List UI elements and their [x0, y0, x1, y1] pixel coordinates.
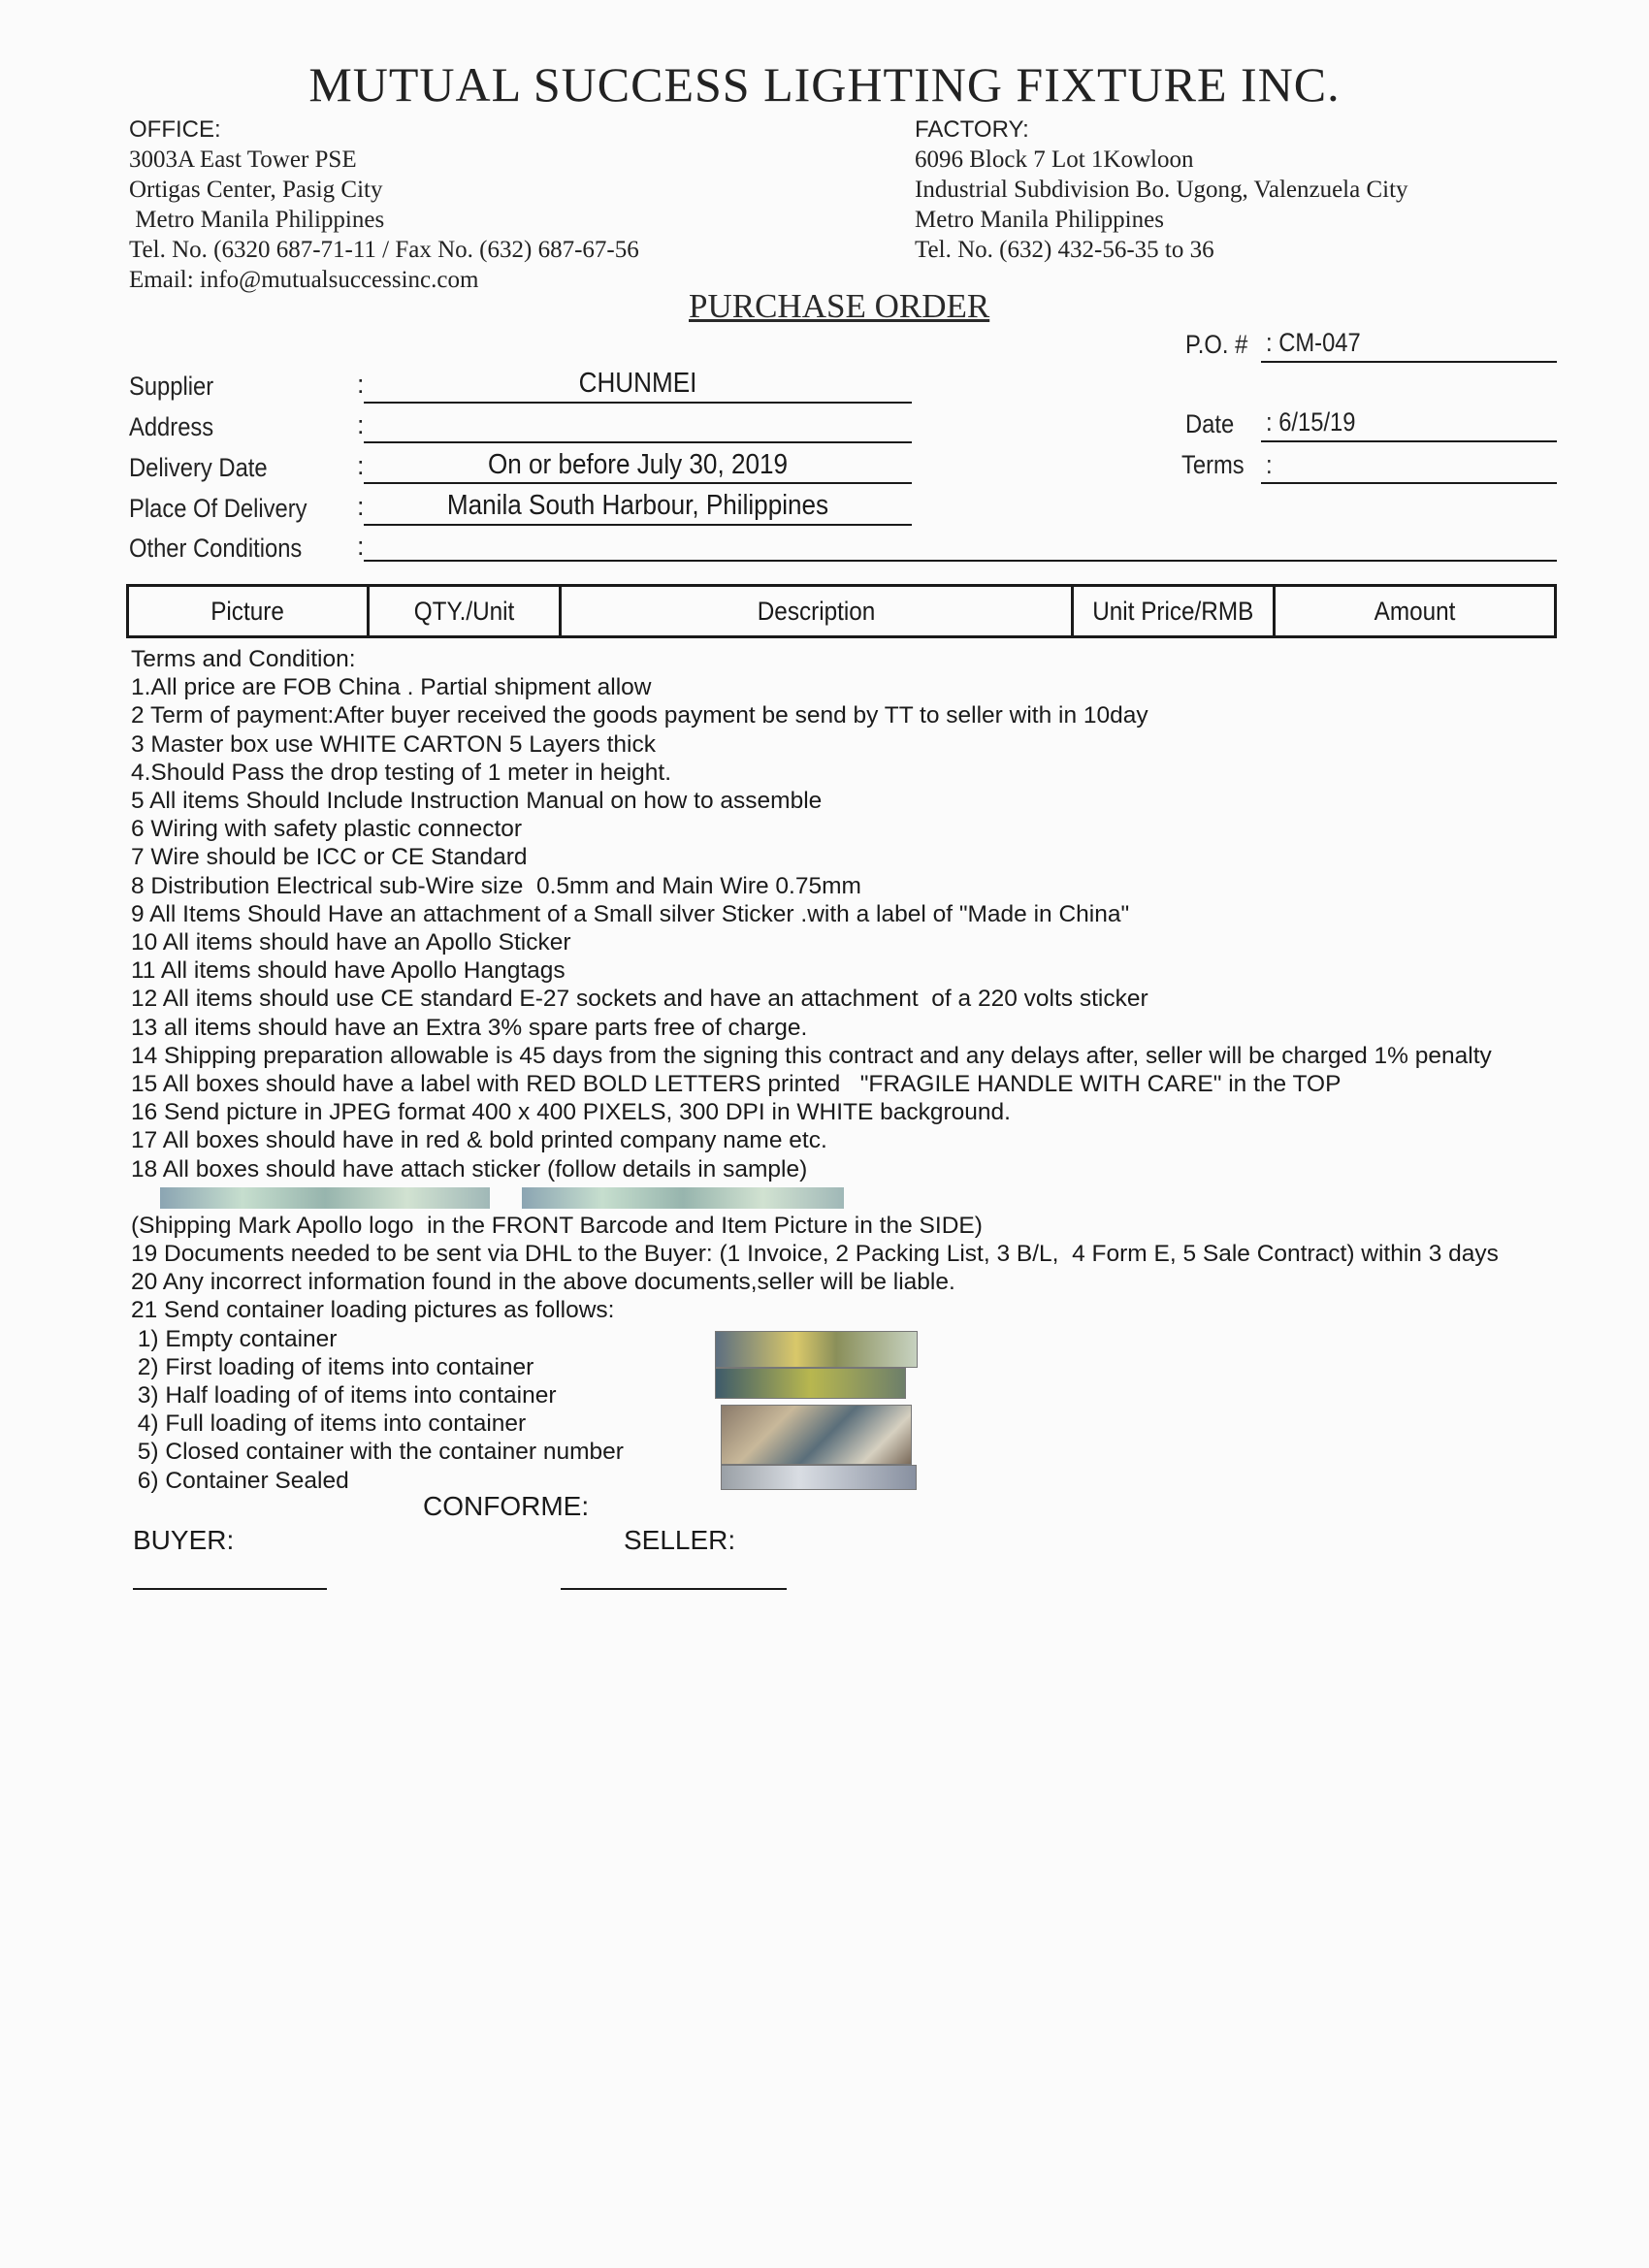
- factory-heading: FACTORY:: [915, 116, 1029, 143]
- term-item: 2 Term of payment:After buyer received the goods payment be send by TT to seller with in 10day: [131, 702, 1148, 729]
- office-line: Ortigas Center, Pasig City: [129, 177, 383, 203]
- term-item: 15 All boxes should have a label with RED BOLD LETTERS printed "FRAGILE HANDLE WITH CARE" in the TOP: [131, 1071, 1342, 1098]
- office-line: 3003A East Tower PSE: [129, 146, 357, 173]
- shipping-mark-note: (Shipping Mark Apollo logo in the FRONT Barcode and Item Picture in the SIDE): [131, 1212, 983, 1239]
- term-item: 8 Distribution Electrical sub-Wire size 0.5mm and Main Wire 0.75mm: [131, 872, 861, 899]
- company-name: MUTUAL SUCCESS LIGHTING FIXTURE INC.: [308, 57, 1341, 112]
- shipping-mark-front-image: [160, 1187, 490, 1209]
- loading-step: 6) Container Sealed: [131, 1467, 349, 1494]
- container-photo-sealed: [721, 1465, 917, 1490]
- document-title: PURCHASE ORDER: [689, 287, 990, 325]
- col-header-description: Description: [561, 586, 1073, 637]
- term-item: 13 all items should have an Extra 3% spare parts free of charge.: [131, 1014, 808, 1041]
- buyer-label: BUYER:: [133, 1525, 235, 1555]
- field-underline: [364, 441, 912, 443]
- col-header-amount: Amount: [1275, 586, 1556, 637]
- container-photo-empty: [715, 1331, 918, 1368]
- field-underline: [364, 402, 912, 404]
- terms-underline: [1261, 482, 1557, 484]
- office-line: Metro Manila Philippines: [129, 207, 385, 233]
- seller-signature-line: [561, 1588, 787, 1590]
- shipping-mark-sample-images: [131, 1183, 1499, 1212]
- field-colon: :: [357, 451, 365, 480]
- buyer-signature-line: [133, 1588, 327, 1590]
- term-item: 20 Any incorrect information found in the above documents,seller will be liable.: [131, 1269, 955, 1296]
- term-item: 3 Master box use WHITE CARTON 5 Layers thick: [131, 730, 656, 758]
- po-number-underline: [1261, 361, 1557, 363]
- office-phone: Tel. No. (6320 687-71-11 / Fax No. (632) 687-67-56: [129, 237, 639, 263]
- term-item: 9 All Items Should Have an attachment of a Small silver Sticker .with a label of "Made in China": [131, 900, 1130, 927]
- col-header-picture: Picture: [128, 586, 369, 637]
- term-item: 5 All items Should Include Instruction Manual on how to assemble: [131, 788, 823, 815]
- shipping-mark-side-image: [522, 1187, 844, 1209]
- field-underline: [364, 482, 912, 484]
- container-photo-first-loading: [715, 1368, 906, 1399]
- items-table-header: [126, 584, 1557, 638]
- date-value: : 6/15/19: [1266, 407, 1356, 437]
- conforme-label: CONFORME:: [423, 1491, 590, 1521]
- office-heading: OFFICE:: [129, 116, 221, 143]
- term-item: 17 All boxes should have in red & bold printed company name etc.: [131, 1127, 827, 1154]
- office-email: Email: info@mutualsuccessinc.com: [129, 267, 479, 293]
- field-underline: [364, 560, 1557, 562]
- terms-heading: Terms and Condition:: [131, 646, 356, 672]
- date-underline: [1261, 440, 1557, 442]
- field-label: Place Of Delivery: [129, 494, 307, 523]
- loading-step: 1) Empty container: [131, 1325, 338, 1352]
- term-item: 7 Wire should be ICC or CE Standard: [131, 844, 528, 871]
- term-item: 6 Wiring with safety plastic connector: [131, 816, 523, 843]
- po-number-value: : CM-047: [1266, 328, 1361, 357]
- loading-step: 4) Full loading of items into container: [131, 1410, 527, 1438]
- container-photo-full-loading: [721, 1405, 912, 1465]
- factory-line: Metro Manila Philippines: [915, 207, 1164, 233]
- factory-address-block: [915, 114, 1408, 265]
- field-colon: :: [357, 410, 365, 439]
- field-label: Delivery Date: [129, 453, 268, 482]
- factory-line: Industrial Subdivision Bo. Ugong, Valenzuela City: [915, 177, 1408, 203]
- factory-line: 6096 Block 7 Lot 1Kowloon: [915, 146, 1194, 173]
- term-item: 14 Shipping preparation allowable is 45 days from the signing this contract and any delays after, seller will be charged 1% penalty: [131, 1042, 1492, 1069]
- field-colon: :: [357, 532, 365, 561]
- terms-value: :: [1266, 450, 1273, 479]
- term-item: 18 All boxes should have attach sticker (follow details in sample): [131, 1155, 808, 1183]
- seller-label: SELLER:: [624, 1525, 736, 1555]
- field-colon: :: [357, 492, 365, 521]
- supplier-value: CHUNMEI: [578, 368, 697, 399]
- term-item: 11 All items should have Apollo Hangtags: [131, 957, 566, 985]
- term-item: 1.All price are FOB China . Partial shipment allow: [131, 674, 652, 701]
- term-item: 10 All items should have an Apollo Sticker: [131, 929, 571, 956]
- field-underline: [364, 524, 912, 526]
- place-of-delivery-value: Manila South Harbour, Philippines: [446, 490, 829, 521]
- po-number-label: P.O. #: [1185, 330, 1248, 359]
- col-header-qty: QTY./Unit: [369, 586, 561, 637]
- date-label: Date: [1185, 409, 1235, 438]
- term-item: 12 All items should use CE standard E-27 sockets and have an attachment of a 220 volts sticker: [131, 986, 1148, 1013]
- term-item: 4.Should Pass the drop testing of 1 meter in height.: [131, 759, 672, 786]
- loading-step: 5) Closed container with the container number: [131, 1439, 624, 1466]
- delivery-date-value: On or before July 30, 2019: [487, 449, 789, 480]
- term-item: 16 Send picture in JPEG format 400 x 400 PIXELS, 300 DPI in WHITE background.: [131, 1099, 1011, 1126]
- col-header-unit-price: Unit Price/RMB: [1073, 586, 1275, 637]
- factory-phone: Tel. No. (632) 432-56-35 to 36: [915, 237, 1214, 263]
- field-label: Other Conditions: [129, 534, 303, 563]
- terms-label: Terms: [1181, 450, 1245, 479]
- loading-step: 2) First loading of items into container: [131, 1353, 534, 1380]
- field-label: Supplier: [129, 372, 214, 401]
- term-item: 21 Send container loading pictures as follows:: [131, 1297, 615, 1324]
- loading-step: 3) Half loading of of items into container: [131, 1382, 557, 1409]
- field-label: Address: [129, 412, 214, 441]
- field-colon: :: [357, 370, 365, 399]
- term-item: 19 Documents needed to be sent via DHL to the Buyer: (1 Invoice, 2 Packing List, 3 B/L, 4 Form E, 5 Sale Contract) within 3 days: [131, 1241, 1499, 1268]
- office-address-block: [129, 114, 639, 295]
